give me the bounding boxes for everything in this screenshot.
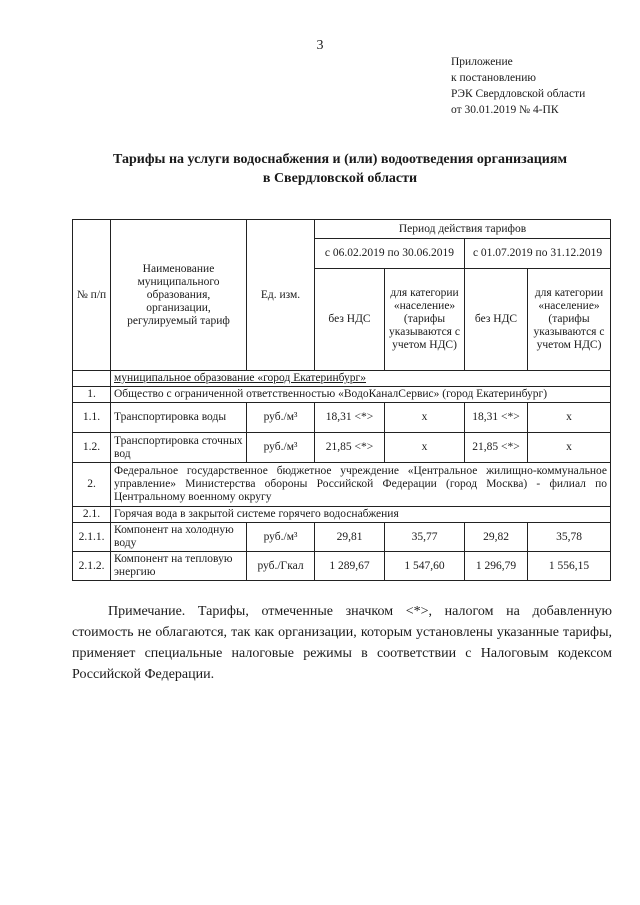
- row-value: 1 556,15: [528, 552, 611, 581]
- annex-line: от 30.01.2019 № 4-ПК: [451, 104, 559, 116]
- header-no-vat: без НДС: [315, 269, 385, 371]
- header-name: Наименование муниципального образования, организации, регулируемый тариф: [111, 220, 247, 371]
- annex-line: Приложение: [451, 56, 513, 68]
- row-unit: руб./м³: [247, 433, 315, 463]
- row-value: х: [528, 403, 611, 433]
- row-value: 18,31 <*>: [315, 403, 385, 433]
- row-name: Компонент на холодную воду: [111, 523, 247, 552]
- tariffs-table: [72, 219, 611, 581]
- row-num: 1.2.: [73, 433, 111, 463]
- row-name: Транспортировка воды: [111, 403, 247, 433]
- row-num: 2.1.2.: [73, 552, 111, 581]
- row-name: Компонент на тепловую энергию: [111, 552, 247, 581]
- table-row: [73, 433, 611, 463]
- row-num: 2.: [73, 463, 111, 507]
- annex-block: [451, 54, 585, 118]
- title-line: Тарифы на услуги водоснабжения и (или) водоотведения организациям: [112, 152, 567, 167]
- row-num: 2.1.: [73, 507, 111, 523]
- page-number: 3: [316, 38, 324, 53]
- row-name: Транспортировка сточных вод: [111, 433, 247, 463]
- footnote-text: Примечание. Тарифы, отмеченные значком <*>, налогом на добавленную стоимость не облагаются, так как организации, которым установлены указанные тарифы, применяет специальные налоговые режимы в соответствии с Налоговым кодексом Российской Федерации.: [72, 604, 612, 682]
- table-row: [73, 403, 611, 433]
- table-row: [73, 387, 611, 403]
- header-period: Период действия тарифов: [315, 220, 611, 239]
- header-unit: Ед. изм.: [247, 220, 315, 371]
- row-value: х: [528, 433, 611, 463]
- header-population: для категории «население» (тарифы указываются с учетом НДС): [528, 269, 611, 371]
- footnote: [72, 601, 612, 685]
- row-name: Общество с ограниченной ответственностью «ВодоКаналСервис» (город Екатеринбург): [111, 387, 611, 403]
- row-value: 21,85 <*>: [465, 433, 528, 463]
- row-unit: руб./м³: [247, 523, 315, 552]
- table-row: [73, 552, 611, 581]
- municipality-name: муниципальное образование «город Екатеринбург»: [111, 371, 611, 387]
- row-value: х: [385, 403, 465, 433]
- header-num: № п/п: [73, 220, 111, 371]
- row-num: 1.1.: [73, 403, 111, 433]
- row-num: 2.1.1.: [73, 523, 111, 552]
- row-value: 1 547,60: [385, 552, 465, 581]
- row-value: 18,31 <*>: [465, 403, 528, 433]
- row-num: 1.: [73, 387, 111, 403]
- row-name: Федеральное государственное бюджетное учреждение «Центральное жилищно-коммунальное управление» Министерства обороны Российской Федерации (город Москва) - филиал по Центральному военному округу: [111, 463, 611, 507]
- row-value: 21,85 <*>: [315, 433, 385, 463]
- municipality-row: [73, 371, 611, 387]
- row-unit: руб./м³: [247, 403, 315, 433]
- document-title: [60, 150, 620, 188]
- table-row: [73, 463, 611, 507]
- row-value: 1 296,79: [465, 552, 528, 581]
- title-line: в Свердловской области: [262, 171, 418, 186]
- annex-line: к постановлению: [451, 72, 536, 84]
- row-value: 35,77: [385, 523, 465, 552]
- row-unit: руб./Гкал: [247, 552, 315, 581]
- row-value: х: [385, 433, 465, 463]
- header-period-1: с 06.02.2019 по 30.06.2019: [315, 239, 465, 269]
- header-no-vat: без НДС: [465, 269, 528, 371]
- row-value: 35,78: [528, 523, 611, 552]
- row-value: 29,82: [465, 523, 528, 552]
- table-row: [73, 523, 611, 552]
- row-name: Горячая вода в закрытой системе горячего водоснабжения: [111, 507, 611, 523]
- header-period-2: с 01.07.2019 по 31.12.2019: [465, 239, 611, 269]
- header-population: для категории «население» (тарифы указываются с учетом НДС): [385, 269, 465, 371]
- annex-line: РЭК Свердловской области: [451, 88, 586, 100]
- row-value: 29,81: [315, 523, 385, 552]
- row-value: 1 289,67: [315, 552, 385, 581]
- table-row: [73, 507, 611, 523]
- header-row: [73, 220, 611, 239]
